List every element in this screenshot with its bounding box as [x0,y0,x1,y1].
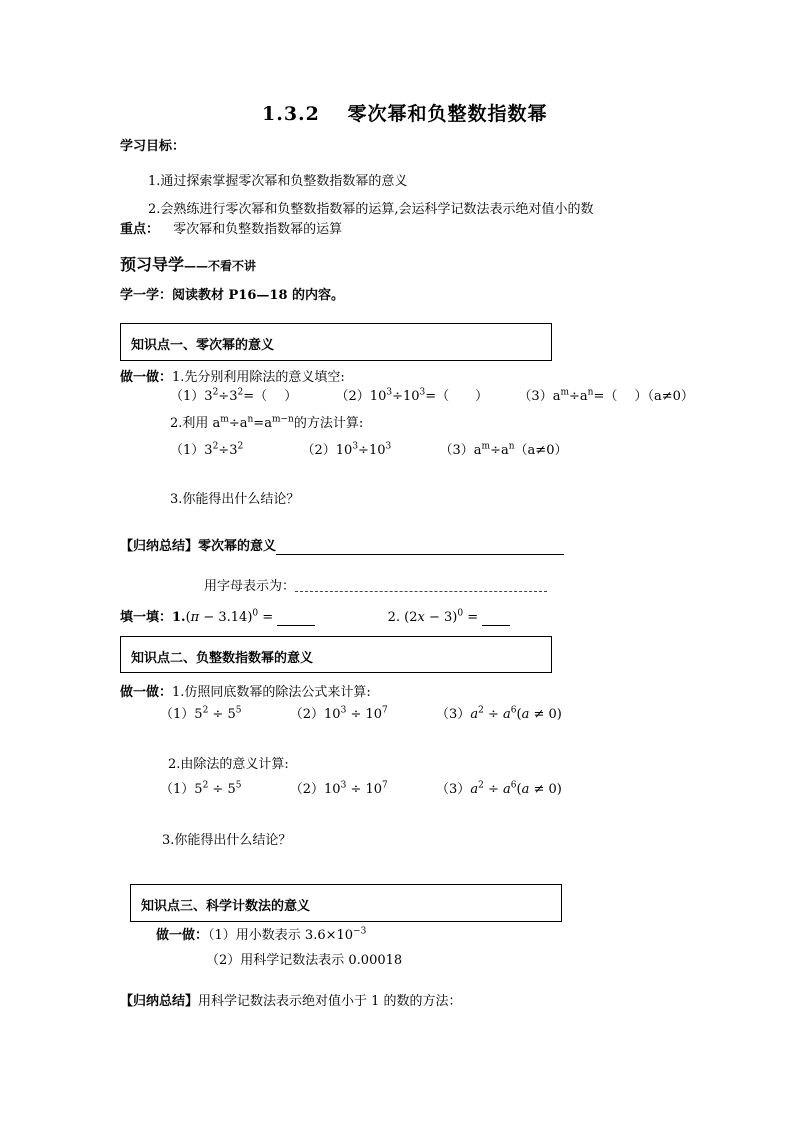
k2-q2-item1-no: （1） [160,782,195,797]
key-point-label: 重点： [120,222,160,237]
k2-q2: 2.由除法的意义计算: [168,757,289,772]
k1-q2-items: $(1)3^2\div 3^2$ $(2)10^3\div 10^3$ $(3)a^m\div a^n(a\ne 0)$ [170,441,568,458]
k1-q1: 1.先分别利用除法的意义填空: [172,370,345,385]
k3-summary-text: 用科学记数法表示绝对值小于 1 的数的方法： [198,994,462,1009]
k1-fill-label: 填一填： [120,610,173,625]
knowledge-box-1 [120,323,552,361]
k2-q2-item2-no: （2） [289,782,325,797]
k2-q2-item3-no: （3） [436,782,471,797]
k1-q2: 2.利用 $a^m\div a^n=a^{m-n}$的方法计算: [170,414,364,431]
k2-q2-items: $(1)5^2 \div 5^5$ $(2)10^3 \div 10^7$ $(3)a^2 \div a^6(a \ne 0)$ [160,780,562,797]
k1-q2-suffix: 的方法计算: [293,416,364,431]
goal-1: 1.通过探索掌握零次幂和负整数指数幂的意义 [148,174,408,189]
k1-q2-item2-no: （2） [301,443,336,458]
k1-summary-label: 【归纳总结】 [120,539,199,554]
k1-summary-text: 零次幂的意义 [198,539,277,554]
k1-q1-item3-no: （3） [518,389,553,404]
preview-suffix: ——不看不讲 [184,259,257,273]
k1-fill1-no: 1. [172,610,186,625]
k1-q2-item1-no: （1） [170,443,205,458]
k3-summary [120,994,462,1010]
k1-letter-rep-blank [295,582,547,592]
k1-q1-item2-no: （2） [335,389,370,404]
k2-q1-items: $(1)5^2 \div 5^5$ $(2)10^3 \div 10^7$ $(3)a^2 \div a^6(a \ne 0)$ [160,705,562,722]
knowledge-box-2-title: 知识点二、负整数指数幂的意义 [131,651,314,666]
k1-q2-prefix: 2.利用 [170,416,209,431]
k1-q1-items: $(1)3^2\div 3^2=$（ ） $(2)10^3\div 10^3=$（ ） $(3)a^m\div a^n=$（ ）（a≠0） [170,387,694,404]
k1-letter-rep-label: 用字母表示为： [204,579,296,594]
goal-2: 2.会熟练进行零次幂和负整数指数幂的运算,会运科学记数法表示绝对值小的数 [148,202,594,217]
k3-summary-label: 【归纳总结】 [120,994,199,1009]
page-title: 1.3.2 零次幂和负整数指数幂 [262,103,548,125]
k1-try-label: 做一做： [120,370,173,385]
k1-summary [120,539,564,555]
study-line: 学一学：阅读教材 P16—18 的内容。 [120,288,345,303]
k1-q2-item3-no: （3） [439,443,474,458]
k1-fill2-blank [482,625,510,626]
k3-item1: （1）用小数表示 [208,928,301,943]
k2-q3: 3.你能得出什么结论？ [162,833,292,848]
knowledge-box-3 [130,884,562,922]
k3-try-line: 做一做：（1）用小数表示 $3.6\times 10^{-3}$ [156,926,367,943]
k1-letter-rep [204,579,547,595]
goals-heading: 学习目标： [120,139,186,154]
k3-item2: （2）用科学记数法表示 0.00018 [206,953,403,968]
k1-fill1-blank [277,625,315,626]
k1-summary-blank [276,554,564,555]
preview-heading [120,254,256,278]
key-point [120,222,342,238]
knowledge-box-1-title: 知识点一、零次幂的意义 [131,338,275,353]
k2-q1-item1-no: （1） [160,707,195,722]
k1-fill-line: 填一填：$1.(\pi - 3.14)^0$ = 2. $(2x - 3)^0$ = [120,610,510,626]
k2-q1-item3-no: （3） [436,707,471,722]
k2-try-line [120,685,371,701]
k1-q3: 3.你能得出什么结论？ [170,492,300,507]
k1-q1-item1-no: （1） [170,389,205,404]
preview-title: 预习导学 [120,255,185,274]
knowledge-box-2 [120,636,552,673]
k3-try-label: 做一做： [156,928,209,943]
k2-try-label: 做一做： [120,685,173,700]
k2-q1: 1.仿照同底数幂的除法公式来计算: [172,685,371,700]
k2-q1-item2-no: （2） [289,707,325,722]
k1-fill2-no: 2. [387,610,400,625]
knowledge-box-3-title: 知识点三、科学计数法的意义 [141,899,311,914]
key-point-text: 零次幂和负整数指数幂的运算 [173,222,343,237]
k1-try-line [120,370,345,386]
